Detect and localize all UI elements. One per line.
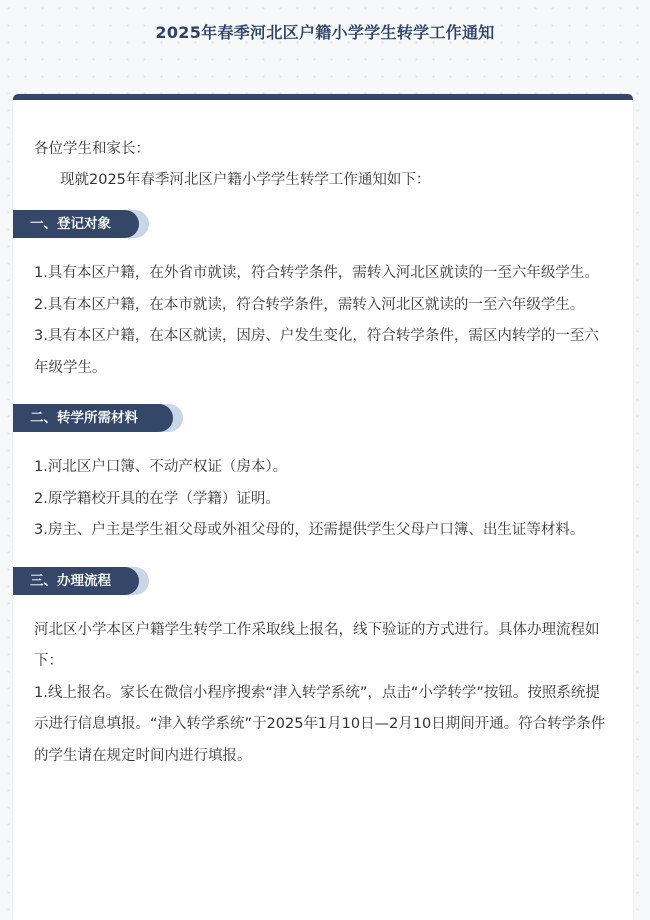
greeting: 各位学生和家长： — [34, 141, 150, 157]
paragraph: 3.具有本区户籍，在本区就读，因房、户发生变化，符合转学条件，需区内转学的一至六年级学生。 — [34, 328, 599, 376]
section-header-2 — [13, 404, 633, 432]
section-body-2 — [34, 452, 612, 547]
paragraph: 2.具有本区户籍，在本市就读，符合转学条件，需转入河北区就读的一至六年级学生。 — [34, 296, 585, 313]
section-header-3 — [13, 567, 633, 595]
paragraph: 1.河北区户口簿、不动产权证（房本）。 — [34, 459, 288, 475]
paragraph: 1.线上报名。家长在微信小程序搜索“津入转学系统”，点击“小学转学”按钮。按照系统提示进行信息填报。“津入转学系统”于2025年1月10日—2月10日期间开通。符合转学条件的学生请在规定时间内进行填报。 — [34, 684, 606, 764]
page-title: 2025年春季河北区户籍小学学生转学工作通知 — [155, 23, 495, 42]
intro-text: 现就2025年春季河北区户籍小学学生转学工作通知如下： — [60, 172, 431, 188]
section-header-1 — [13, 210, 633, 238]
section-title: 二、转学所需材料 — [13, 404, 173, 432]
section-title: 一、登记对象 — [13, 210, 139, 238]
paragraph: 2.原学籍校开具的在学（学籍）证明。 — [34, 490, 280, 507]
notice-card — [13, 94, 633, 920]
paragraph: 3.房主、户主是学生祖父母或外祖父母的，还需提供学生父母户口簿、出生证等材料。 — [34, 522, 585, 538]
section-title: 三、办理流程 — [13, 567, 139, 595]
section-body-1 — [34, 258, 612, 384]
section-body-3 — [34, 615, 612, 773]
paragraph: 1.具有本区户籍，在外省市就读，符合转学条件，需转入河北区就读的一至六年级学生。 — [34, 265, 599, 281]
paragraph: 河北区小学本区户籍学生转学工作采取线上报名，线下验证的方式进行。具体办理流程如下： — [34, 621, 600, 669]
